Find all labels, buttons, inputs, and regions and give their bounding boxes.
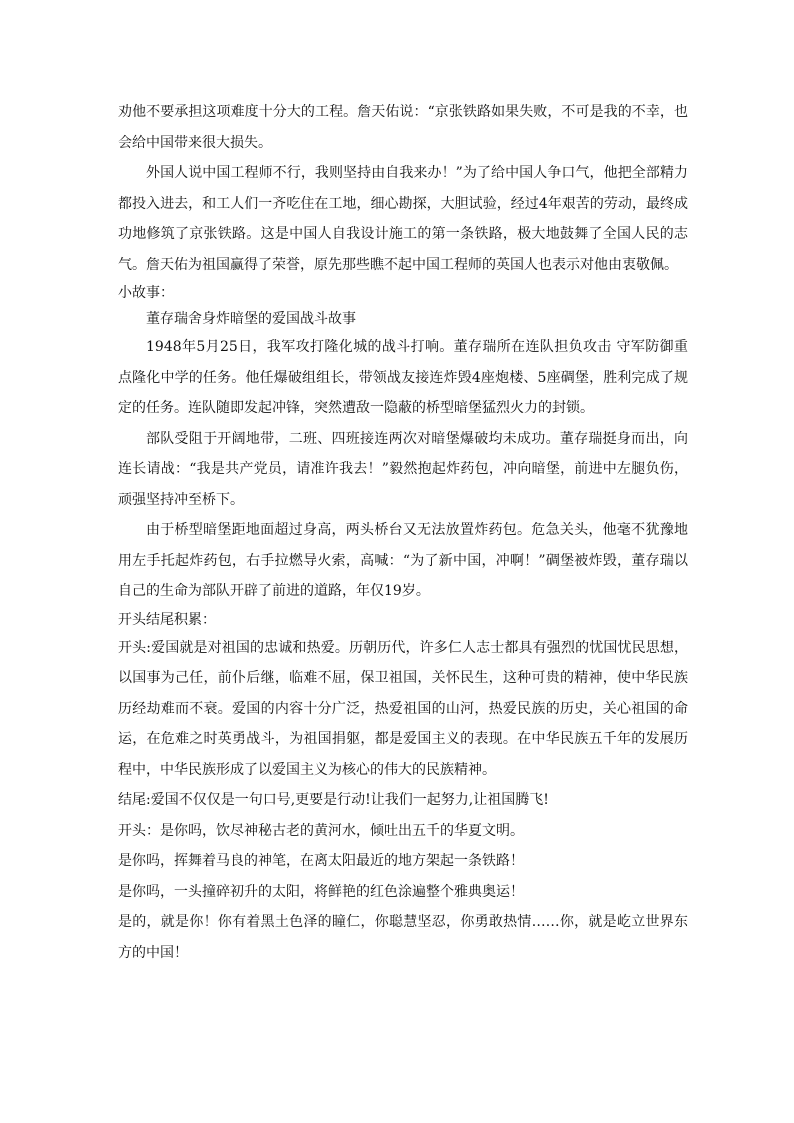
section-heading-story: 小故事： — [118, 285, 174, 301]
paragraph-zhan-tianyou-2: 外国人说中国工程师不行，我则坚持由自我来办！”为了给中国人争口气，他把全部精力都投入进去，和工人们一齐吃住在工地，细心勘探，大胆试验，经过4年艰苦的劳动，最终成功地修筑了京张铁路。这是中国人自我设计施工的第一条铁路，极大地鼓舞了全国人民的志气。詹天佑为祖国赢得了荣誉，原先那些瞧不起中国工程师的英国人也表示对他由衷敬佩。 — [118, 165, 688, 273]
paragraph-story-2: 部队受阻于开阔地带，二班、四班接连两次对暗堡爆破均未成功。董存瑞挺身而出，向连长请战：“我是共产党员，请准许我去！”毅然抱起炸药包，冲向暗堡，前进中左腿负伤，顽强坚持冲至桥下。 — [118, 430, 688, 508]
story-title: 董存瑞舍身炸暗堡的爱国战斗故事 — [146, 311, 356, 327]
paragraph-ending: 结尾:爱国不仅仅是一句口号,更要是行动!让我们一起努力,让祖国腾飞! — [118, 792, 549, 808]
paragraph-story-1: 1948年5月25日，我军攻打隆化城的战斗打响。董存瑞所在连队担负攻击 守军防御重点隆化中学的任务。他任爆破组组长，带领战友接连炸毁4座炮楼、5座碉堡，胜利完成了规定的任务。连队随即发起冲锋，突然遭敌一隐蔽的桥型暗堡猛烈火力的封锁。 — [118, 339, 688, 416]
paragraph-zhan-tianyou-1: 劝他不要承担这项难度十分大的工程。詹天佑说：“京张铁路如果失败，不可是我的不幸，也会给中国带来很大损失。 — [118, 104, 688, 151]
paragraph-opening: 开头:爱国就是对祖国的忠诚和热爱。历朝历代，许多仁人志士都具有强烈的忧国忧民思想，以国事为己任，前仆后继，临难不屈，保卫祖国，关怀民生，这种可贵的精神，使中华民族历经劫难而不衰。爱国的内容十分广泛，热爱祖国的山河，热爱民族的历史，关心祖国的命运，在危难之时英勇战斗，为祖国捐躯，都是爱国主义的表现。在中华民族五千年的发展历程中，中华民族形成了以爱国主义为核心的伟大的民族精神。 — [118, 639, 688, 778]
section-heading-accumulation: 开头结尾积累： — [118, 611, 216, 628]
paragraph-opening-2-line-3: 是你吗，一头撞碎初升的太阳，将鲜艳的红色涂遍整个雅典奥运！ — [118, 883, 524, 900]
paragraph-opening-2-line-2: 是你吗，挥舞着马良的神笔，在离太阳最近的地方架起一条铁路！ — [118, 853, 524, 869]
document-page — [118, 97, 688, 968]
paragraph-story-3: 由于桥型暗堡距地面超过身高，两头桥台又无法放置炸药包。危急关头，他毫不犹豫地用左手托起炸药包，右手拉燃导火索，高喊：“为了新中国，冲啊！”碉堡被炸毁，董存瑞以自己的生命为部队开辟了前进的道路，年仅19岁。 — [118, 522, 688, 599]
paragraph-opening-2-line-4: 是的，就是你！你有着黑土色泽的瞳仁，你聪慧坚忍，你勇敢热情……你，就是屹立世界东方的中国！ — [118, 914, 688, 961]
paragraph-opening-2-line-1: 开头：是你吗，饮尽神秘古老的黄河水，倾吐出五千的华夏文明。 — [118, 822, 524, 839]
